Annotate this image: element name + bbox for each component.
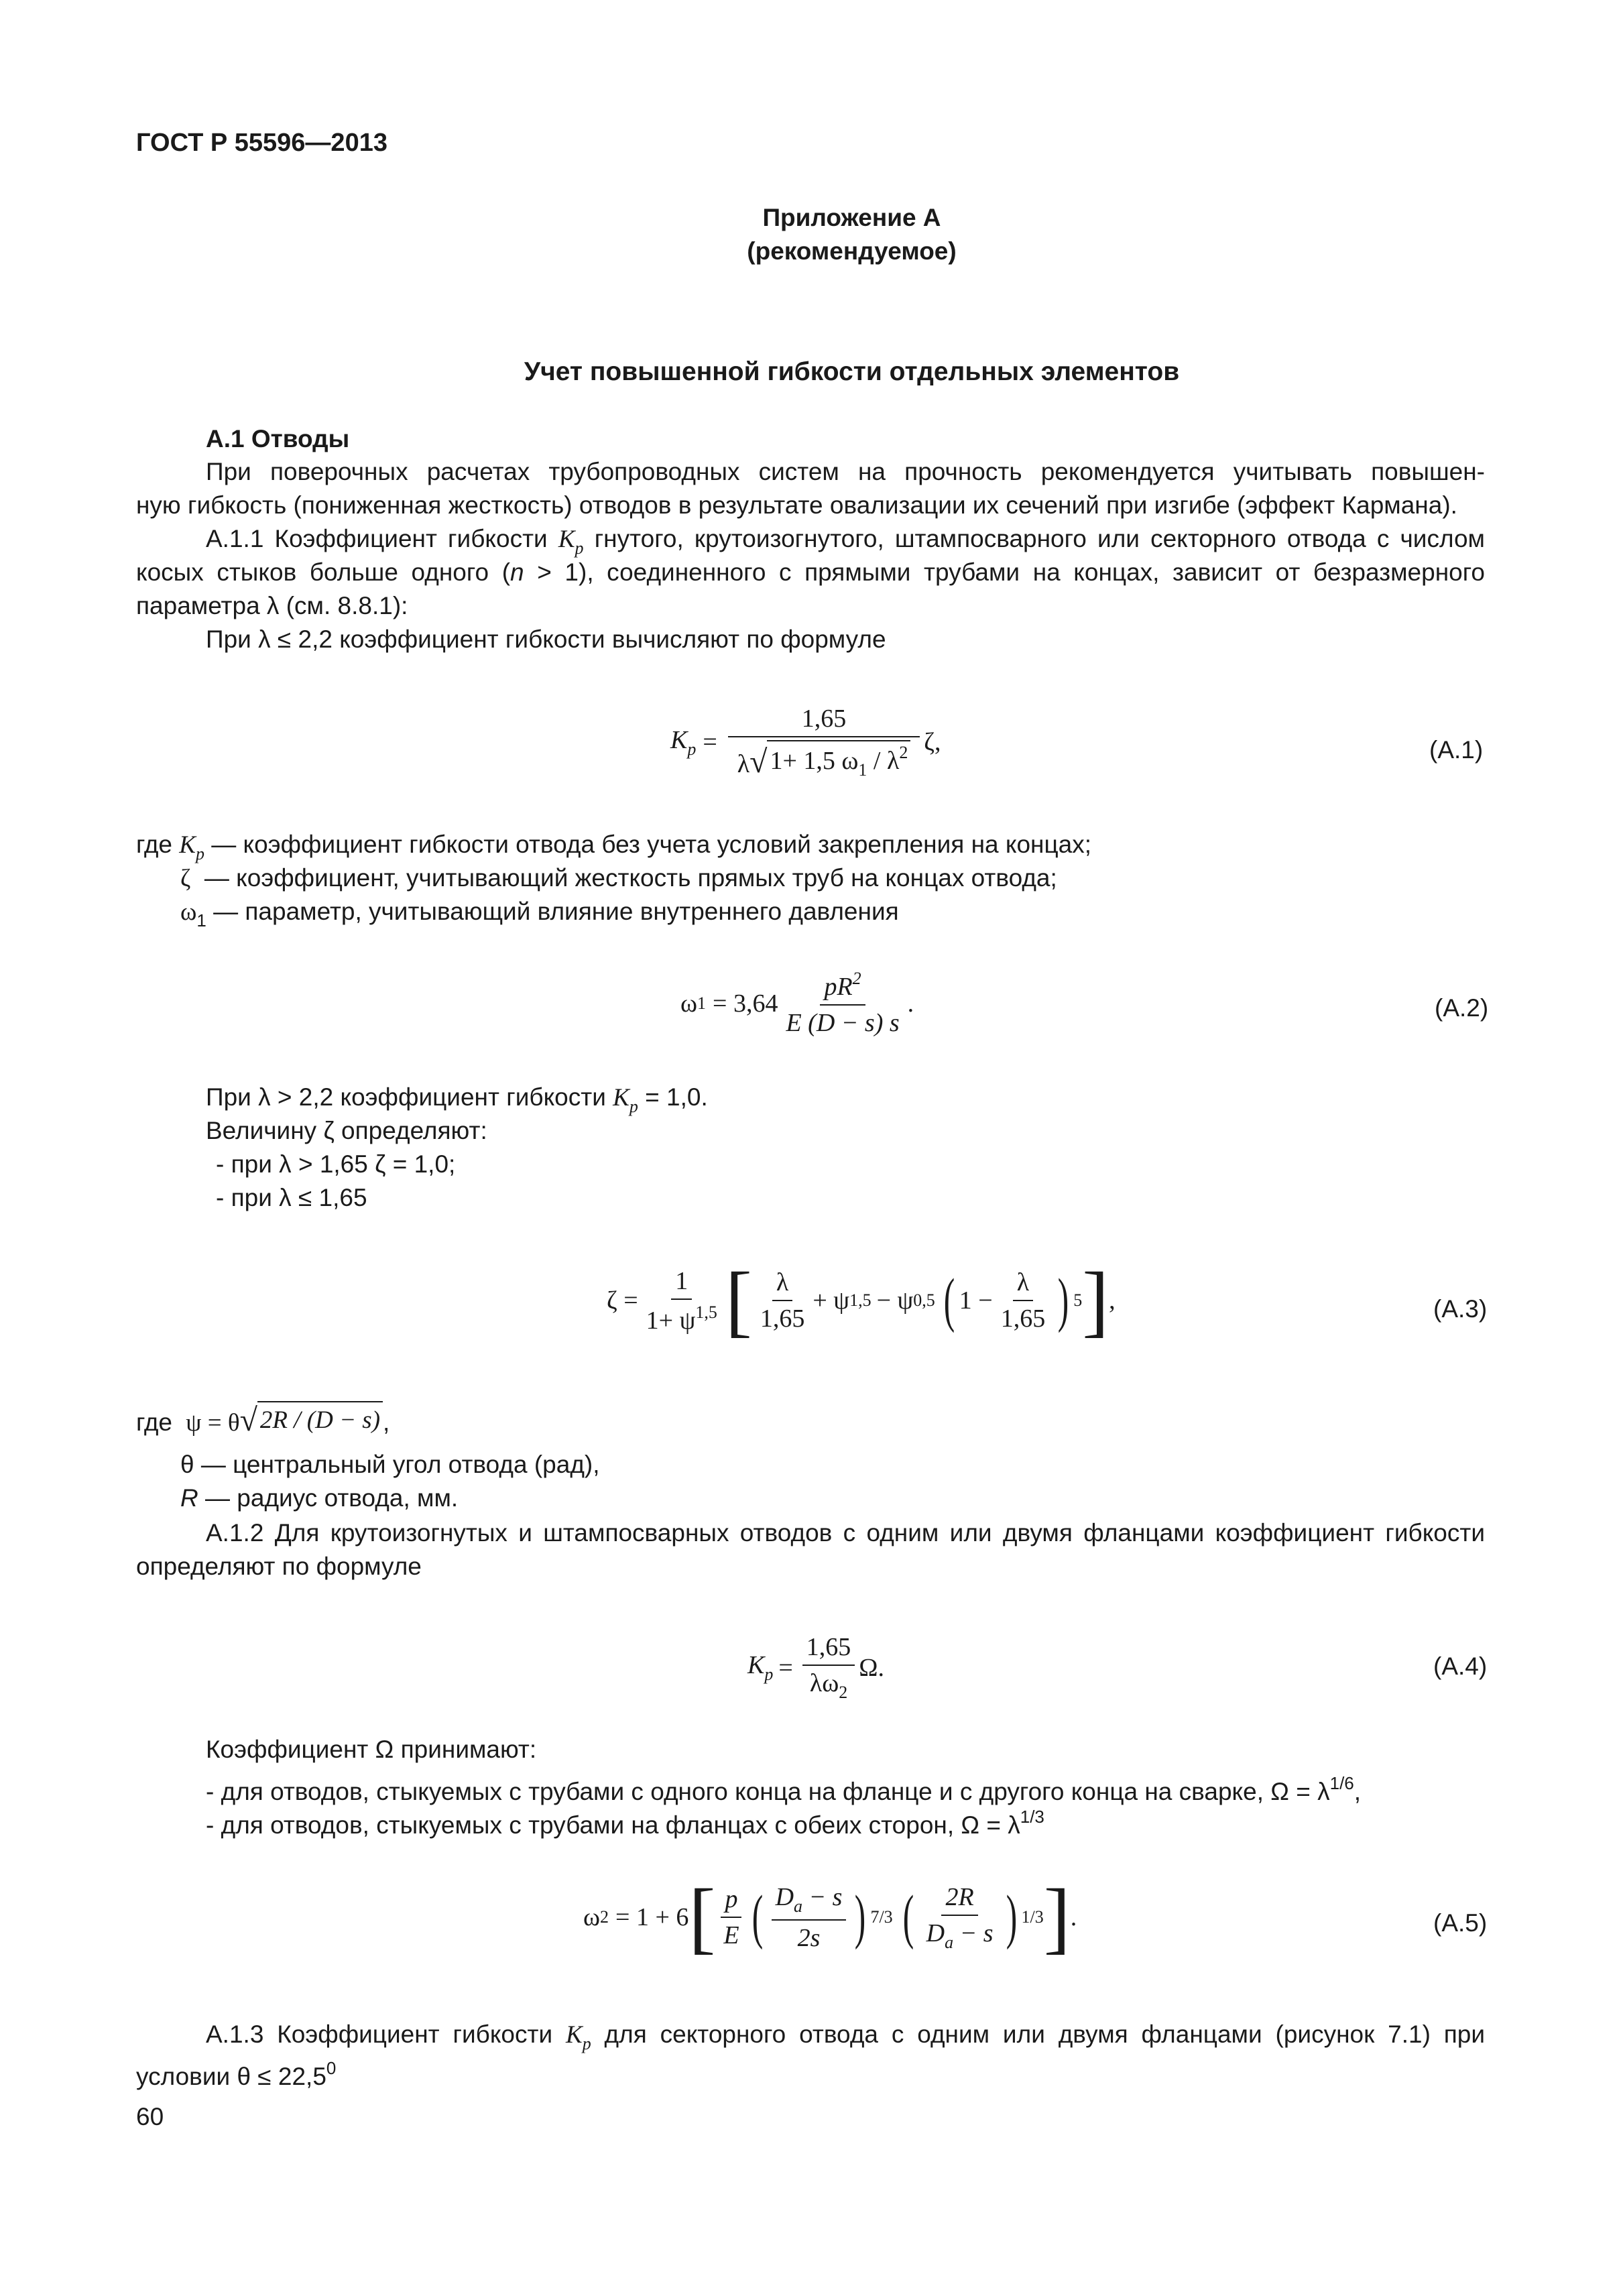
paragraph-line: ную гибкость (пониженная жесткость) отводов в результате овализации их сечений при изгибе (эффект Кармана).	[136, 491, 1457, 519]
paragraph-line: Коэффициент Ω принимают:	[206, 1736, 537, 1763]
subsection-title: А.1 Отводы	[206, 425, 350, 452]
equation-a1: $K_p$ = 1,65 λ √ 1+ 1,5 $\omega_1 / \lambda^2$ ζ,	[670, 705, 941, 780]
standard-header: ГОСТ Р 55596—2013	[136, 129, 387, 157]
page-number: 60	[136, 2103, 164, 2130]
paragraph-line: А.1.2 Для крутоизогнутых и штампосварных отводов с одним или двумя фланцами коэффициент гибкости	[206, 1519, 1485, 1547]
paragraph-line: условии $\theta \le 22,5^0$	[136, 2058, 337, 2090]
paragraph-line: А.1.3 Коэффициент гибкости $K_p$ для секторного отвода с одним или двумя фланцами (рисунок 7.1) при	[206, 2020, 1486, 2053]
equation-number: (А.1)	[1429, 736, 1484, 764]
paragraph-line: определяют по формуле	[136, 1553, 422, 1580]
equation-a4: $K_p$ = $\frac{1,65}{\lambda\omega_2}$ Ω.	[747, 1633, 885, 1702]
paragraph-line: Величину ζ определяют:	[206, 1117, 487, 1144]
paragraph-line: При λ > 2,2 коэффициент гибкости $K_p = 1,0$.	[206, 1083, 708, 1116]
equation-a2: ω 1 = 3,64 $\frac{pR^2}{E (D - s) s}$ .	[680, 969, 914, 1037]
appendix-title: Приложение А	[762, 204, 941, 231]
paragraph-line: параметра λ (см. 8.8.1):	[136, 592, 408, 619]
definition-line: θ — центральный угол отвода (рад),	[180, 1451, 600, 1478]
kp-symbol: $K_p$	[670, 725, 697, 759]
section-heading: Учет повышенной гибкости отдельных элементов	[524, 357, 1180, 386]
equation-number: (А.2)	[1435, 994, 1489, 1022]
definition-line: ζ — коэффициент, учитывающий жесткость прямых труб на концах отвода;	[180, 864, 1057, 892]
list-item: - для отводов, стыкуемых с трубами с одного конца на фланце и с другого конца на сварке, $\Omega = \lambda^{1/6}$,	[206, 1773, 1362, 1805]
equation-a5: ω 2 = 1 + 6 [ $\frac{p}{E}$ ( $\frac{D_a - s}{2s}$ ) 7/3 ( $\frac{2R}{D_a - s}$ ) 1/3 ] .	[583, 1872, 1077, 1961]
list-item: - при λ ≤ 1,65	[216, 1184, 367, 1211]
appendix-subtitle: (рекомендуемое)	[747, 237, 957, 265]
definition-line: $\omega_1$ — параметр, учитывающий влияние внутреннего давления	[180, 898, 899, 930]
list-item: - для отводов, стыкуемых с трубами на фланцах с обеих сторон, $\Omega = \lambda^{1/3}$	[206, 1807, 1044, 1839]
definition-line: где ψ = θ √ 2R / (D − s) ,	[136, 1402, 390, 1438]
equation-number: (А.4)	[1433, 1652, 1488, 1680]
definition-line: где $K_p$ — коэффициент гибкости отвода без учета условий закрепления на концах;	[136, 831, 1092, 863]
list-item: - при λ > 1,65 ζ = 1,0;	[216, 1150, 456, 1178]
definition-line: R — радиус отвода, мм.	[180, 1484, 459, 1512]
equation-a3: ζ = $\frac{1}{1+ \psi^{1,5}}$ [ $\frac{\lambda}{1,65}$ + ψ 1,5 − ψ 0,5 ( 1 − $\frac{\lambda}{1,65}$ ) 5 ] ,	[607, 1256, 1116, 1345]
equation-number: (А.5)	[1433, 1909, 1488, 1937]
equation-number: (А.3)	[1433, 1295, 1488, 1323]
paragraph-line: При поверочных расчетах трубопроводных систем на прочность рекомендуется учитывать повышен-	[206, 458, 1485, 485]
paragraph-line: А.1.1 Коэффициент гибкости $K_p$ гнутого, крутоизогнутого, штампосварного или секторного отвода с числом	[206, 525, 1485, 558]
paragraph-line: При λ ≤ 2,2 коэффициент гибкости вычисляют по формуле	[206, 625, 886, 653]
paragraph-line: косых стыков больше одного (n > 1), соединенного с прямыми трубами на концах, зависит от безразмерного	[136, 558, 1485, 586]
